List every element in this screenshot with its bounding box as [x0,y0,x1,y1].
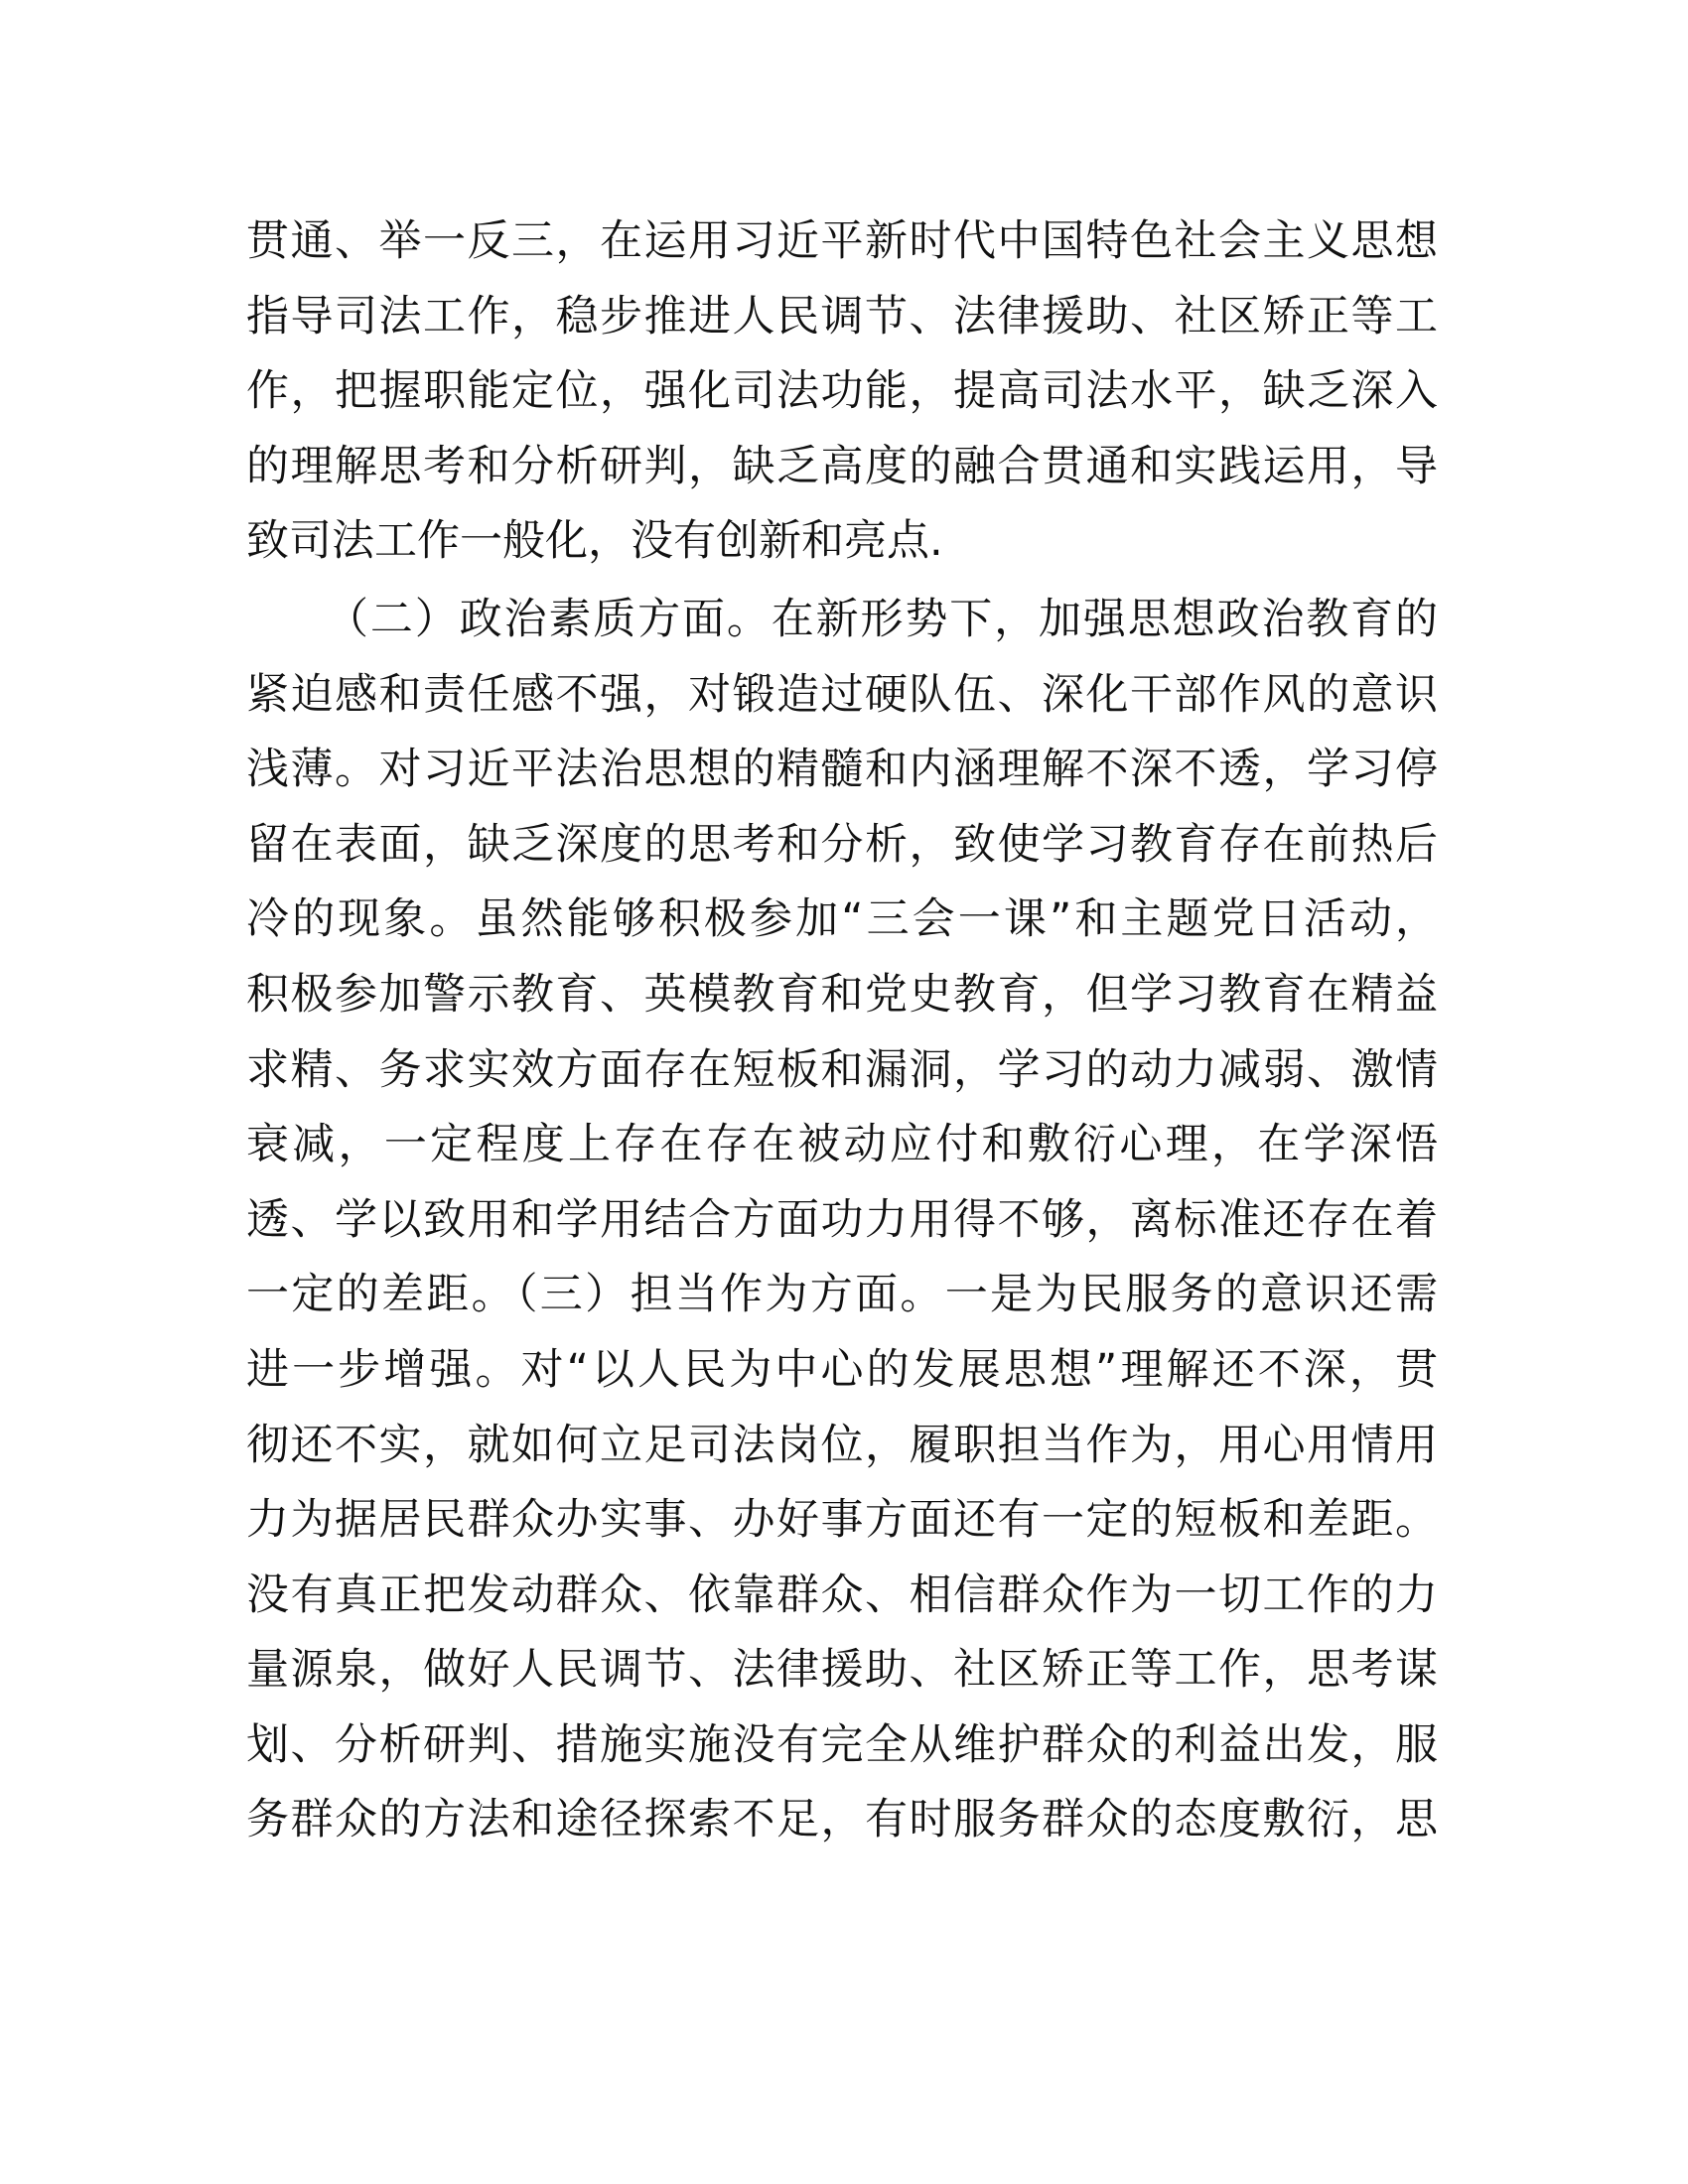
text-line: 冷的现象。虽然能够积极参加“三会一课”和主题党日活动， [246,894,1438,945]
text-line: 进一步增强。对“以人民为中心的发展思想”理解还不深，贯 [246,1344,1438,1395]
text-line: 致司法工作一般化，没有创新和亮点. [246,516,943,567]
body-text [246,205,1438,1858]
text-line: 衰减，一定程度上存在存在被动应付和敷衍心理，在学深悟 [246,1120,1438,1170]
text-line: 浅薄。对习近平法治思想的精髓和内涵理解不深不透，学习停 [246,745,1438,795]
text-line: 划、分析研判、措施实施没有完全从维护群众的利益出发，服 [246,1719,1438,1770]
text-line: 务群众的方法和途径探索不足，有时服务群众的态度敷衍，思 [246,1795,1438,1845]
text-line: 指导司法工作，稳步推进人民调节、法律援助、社区矫正等工 [246,291,1438,341]
text-line: 力为据居民群众办实事、办好事方面还有一定的短板和差距。 [246,1495,1438,1546]
text-line: 透、学以致用和学用结合方面功力用得不够，离标准还存在着 [246,1194,1438,1245]
text-line: 积极参加警示教育、英模教育和党史教育，但学习教育在精益 [246,969,1438,1020]
text-line: 作，把握职能定位，强化司法功能，提高司法水平，缺乏深入 [246,366,1438,417]
text-line: 求精、务求实效方面存在短板和漏洞，学习的动力减弱、激情 [246,1044,1438,1095]
text-line: 一定的差距。（三）担当作为方面。一是为民服务的意识还需 [246,1270,1438,1320]
paragraph-start-line: （二）政治素质方面。在新形势下，加强思想政治教育的 [326,594,1438,644]
text-line: 留在表面，缺乏深度的思考和分析，致使学习教育存在前热后 [246,819,1438,870]
text-line: 彻还不实，就如何立足司法岗位，履职担当作为，用心用情用 [246,1420,1438,1470]
text-line: 没有真正把发动群众、依靠群众、相信群众作为一切工作的力 [246,1570,1438,1620]
text-line: 量源泉，做好人民调节、法律援助、社区矫正等工作，思考谋 [246,1645,1438,1696]
text-line: 紧迫感和责任感不强，对锻造过硬队伍、深化干部作风的意识 [246,669,1438,720]
text-line: 的理解思考和分析研判，缺乏高度的融合贯通和实践运用，导 [246,441,1438,491]
text-line: 贯通、举一反三，在运用习近平新时代中国特色社会主义思想 [246,216,1438,266]
